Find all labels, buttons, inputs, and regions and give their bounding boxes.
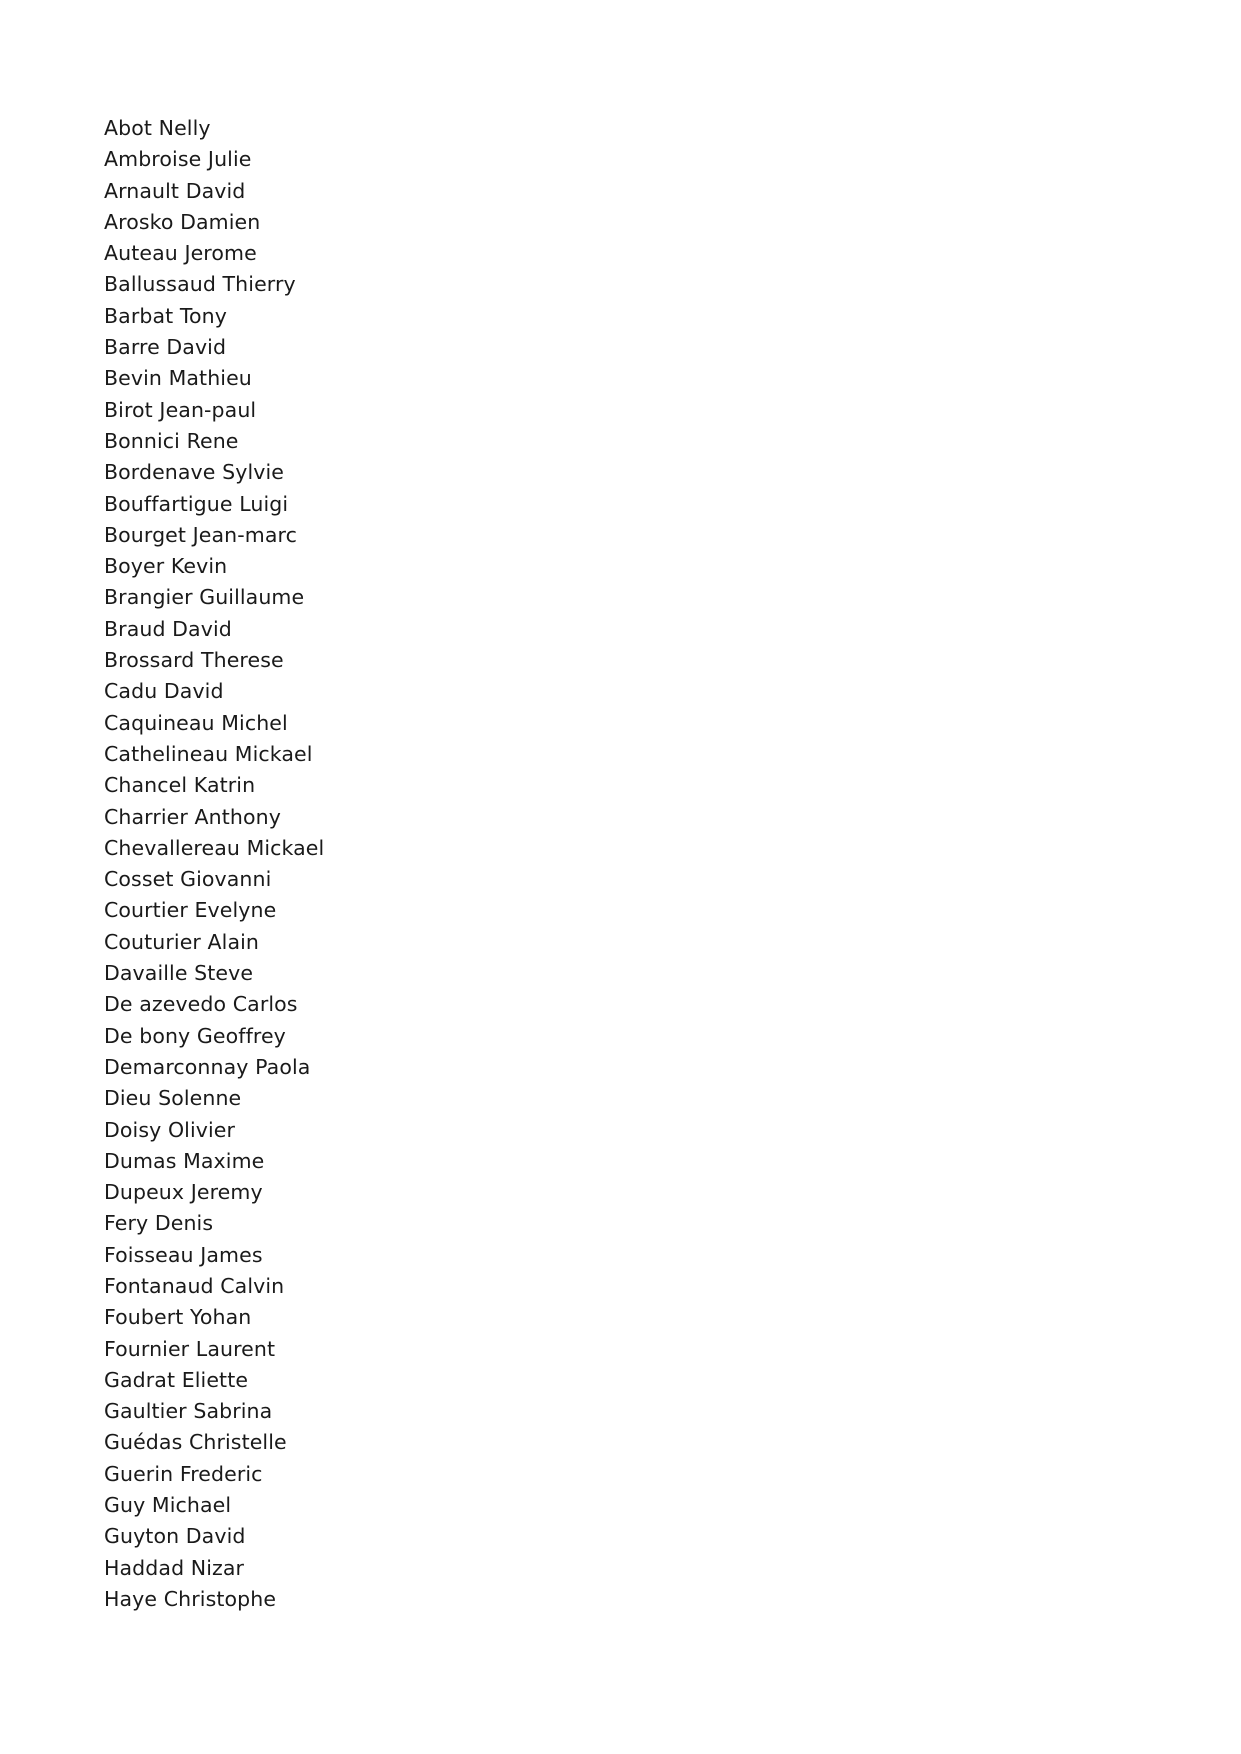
list-item: Dieu Solenne [104, 1086, 242, 1111]
list-item: Foubert Yohan [104, 1305, 252, 1330]
list-item: Gadrat Eliette [104, 1367, 249, 1392]
list-item: Dupeux Jeremy [104, 1180, 263, 1205]
list-item: Chevallereau Mickael [104, 835, 325, 860]
list-item: Haye Christophe [104, 1586, 277, 1611]
name-list [104, 113, 1004, 1615]
list-item: Gaultier Sabrina [104, 1399, 273, 1424]
list-item: Courtier Evelyne [104, 898, 277, 923]
list-item: Abot Nelly [104, 116, 211, 140]
list-item: Cadu David [104, 679, 224, 704]
list-item: Davaille Steve [104, 961, 254, 986]
list-item: Bevin Mathieu [104, 366, 252, 391]
list-item: Arnault David [104, 178, 246, 203]
list-item: Couturier Alain [104, 929, 260, 954]
list-item: Brossard Therese [104, 648, 284, 673]
list-item: Demarconnay Paola [104, 1054, 311, 1079]
list-item: Haddad Nizar [104, 1555, 245, 1580]
list-item: Guerin Frederic [104, 1461, 263, 1486]
list-item: Foisseau James [104, 1242, 263, 1267]
list-item: Barbat Tony [104, 303, 227, 328]
list-item: Fontanaud Calvin [104, 1273, 285, 1298]
list-item: Ambroise Julie [104, 147, 252, 172]
list-item: Brangier Guillaume [104, 585, 305, 610]
list-item: Arosko Damien [104, 209, 261, 234]
list-item: Fery Denis [104, 1211, 214, 1236]
list-item: Braud David [104, 616, 232, 641]
list-item: Boyer Kevin [104, 554, 228, 579]
list-item: Guédas Christelle [104, 1430, 287, 1455]
list-item: Cosset Giovanni [104, 867, 272, 892]
list-item: Charrier Anthony [104, 804, 281, 829]
list-item: Birot Jean-paul [104, 397, 257, 422]
list-item: Guy Michael [104, 1493, 232, 1518]
list-item: Bordenave Sylvie [104, 460, 284, 485]
list-item: Fournier Laurent [104, 1336, 276, 1361]
list-item: De bony Geoffrey [104, 1023, 286, 1048]
list-item: Cathelineau Mickael [104, 741, 313, 766]
list-item: Chancel Katrin [104, 773, 256, 798]
list-item: Doisy Olivier [104, 1117, 236, 1142]
list-item: Bourget Jean-marc [104, 522, 297, 547]
list-item: Bouffartigue Luigi [104, 491, 289, 516]
list-item: Dumas Maxime [104, 1148, 265, 1173]
list-item: Caquineau Michel [104, 710, 288, 735]
list-item: Ballussaud Thierry [104, 272, 296, 297]
list-item: Auteau Jerome [104, 241, 257, 266]
list-item: Barre David [104, 335, 227, 360]
list-item: Bonnici Rene [104, 428, 239, 453]
list-item: Guyton David [104, 1524, 246, 1549]
list-item: De azevedo Carlos [104, 992, 298, 1017]
